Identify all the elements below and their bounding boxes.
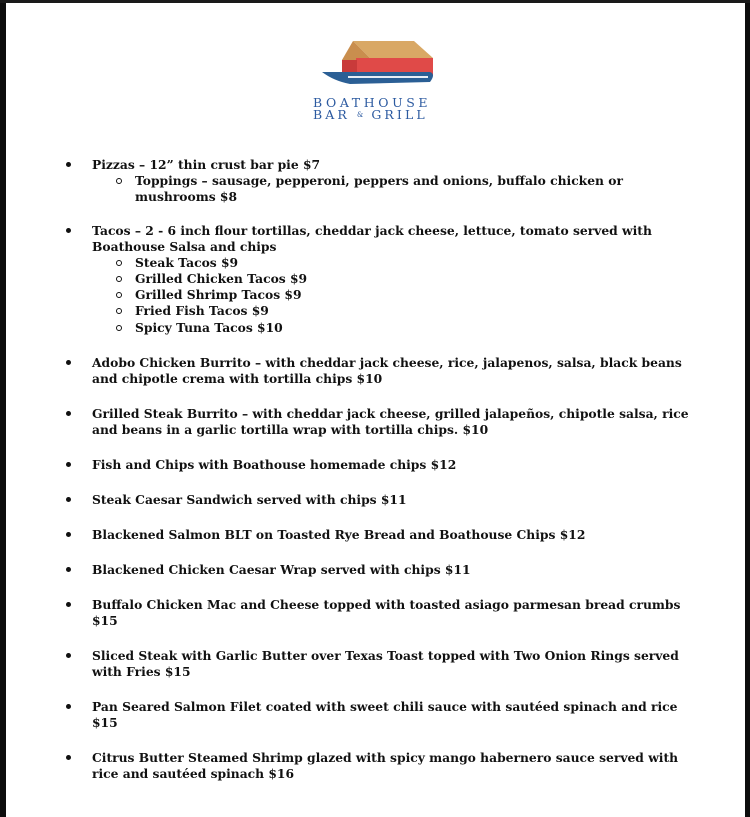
logo-text-bar: BAR (313, 107, 350, 122)
logo-hull-stripe (348, 76, 428, 78)
submenu-item-text: Fried Fish Tacos $9 (135, 303, 269, 319)
menu-item (66, 492, 696, 508)
submenu-item (110, 255, 696, 271)
menu-item (66, 750, 696, 782)
logo-text-bar-grill (313, 107, 463, 122)
menu-item-text: Tacos – 2 - 6 inch flour tortillas, cheddar jack cheese, lettuce, tomato served with Boathouse Salsa and chips (92, 222, 652, 254)
logo-text-grill: GRILL (371, 107, 428, 122)
boathouse-logo (313, 38, 463, 122)
menu-item (66, 648, 696, 680)
logo-text-amp: & (357, 111, 365, 119)
bullet-icon (66, 532, 71, 537)
menu-item-text: Steak Caesar Sandwich served with chips $11 (92, 492, 407, 508)
menu-item (66, 699, 696, 731)
menu-item-text: Pan Seared Salmon Filet coated with sweet chili sauce with sautéed spinach and rice $15 (92, 699, 678, 731)
submenu-item (110, 303, 696, 319)
menu-item (66, 355, 696, 387)
bullet-icon (66, 162, 71, 167)
bullet-icon (66, 497, 71, 502)
submenu-item (110, 320, 696, 336)
logo-wall-side (342, 60, 357, 74)
menu-item-text: Pizzas – 12” thin crust bar pie $7 (92, 157, 321, 172)
logo-text-boathouse: BOATHOUSE (313, 95, 432, 110)
submenu-list (110, 255, 696, 336)
hollow-bullet-icon (116, 260, 122, 266)
submenu-item-text: Steak Tacos $9 (135, 254, 239, 270)
submenu-item (110, 287, 696, 303)
menu-item-text: Citrus Butter Steamed Shrimp glazed with spicy mango habernero sauce served with rice and sautéed spinach $16 (92, 750, 679, 782)
menu-item-text: Adobo Chicken Burrito – with cheddar jack cheese, rice, jalapenos, salsa, black beans and chipotle crema with tortilla chips $10 (92, 355, 682, 387)
submenu-item (110, 173, 696, 206)
top-border (0, 0, 750, 3)
submenu-item-text: Spicy Tuna Tacos $10 (135, 319, 283, 335)
bullet-icon (66, 228, 71, 233)
hollow-bullet-icon (116, 325, 122, 331)
menu-list (66, 157, 696, 782)
menu-item-text: Sliced Steak with Garlic Butter over Texas Toast topped with Two Onion Rings served with Fries $15 (92, 648, 679, 680)
submenu-item-text: Toppings – sausage, pepperoni, peppers and onions, buffalo chicken or mushrooms $8 (135, 173, 623, 205)
bullet-icon (66, 411, 71, 416)
bullet-icon (66, 567, 71, 572)
menu-item (66, 223, 696, 336)
menu-item (66, 457, 696, 473)
menu-item-text: Fish and Chips with Boathouse homemade chips $12 (92, 457, 457, 473)
menu-item (66, 562, 696, 578)
bullet-icon (66, 653, 71, 658)
boathouse-icon (320, 38, 450, 94)
menu-item (66, 527, 696, 543)
menu-item (66, 157, 696, 206)
submenu-item-text: Grilled Shrimp Tacos $9 (135, 287, 302, 303)
bullet-icon (66, 462, 71, 467)
submenu-item (110, 271, 696, 287)
menu-item-text: Buffalo Chicken Mac and Cheese topped with toasted asiago parmesan bread crumbs $15 (92, 597, 681, 629)
menu-item (66, 406, 696, 438)
submenu-item-text: Grilled Chicken Tacos $9 (135, 270, 308, 286)
menu-item-text: Blackened Chicken Caesar Wrap served with chips $11 (92, 562, 471, 578)
bullet-icon (66, 755, 71, 760)
hollow-bullet-icon (116, 276, 122, 282)
menu-item (66, 597, 696, 629)
bullet-icon (66, 704, 71, 709)
right-border (745, 0, 750, 817)
hollow-bullet-icon (116, 308, 122, 314)
menu-item-text: Blackened Salmon BLT on Toasted Rye Bread and Boathouse Chips $12 (92, 527, 586, 543)
bullet-icon (66, 360, 71, 365)
menu-item-text: Grilled Steak Burrito – with cheddar jack cheese, grilled jalapeños, chipotle salsa, rice and beans in a garlic tortilla wrap with tortilla chips. $10 (92, 406, 689, 438)
bullet-icon (66, 602, 71, 607)
hollow-bullet-icon (116, 178, 122, 184)
submenu-list (110, 173, 696, 206)
left-border (0, 0, 6, 817)
hollow-bullet-icon (116, 292, 122, 298)
